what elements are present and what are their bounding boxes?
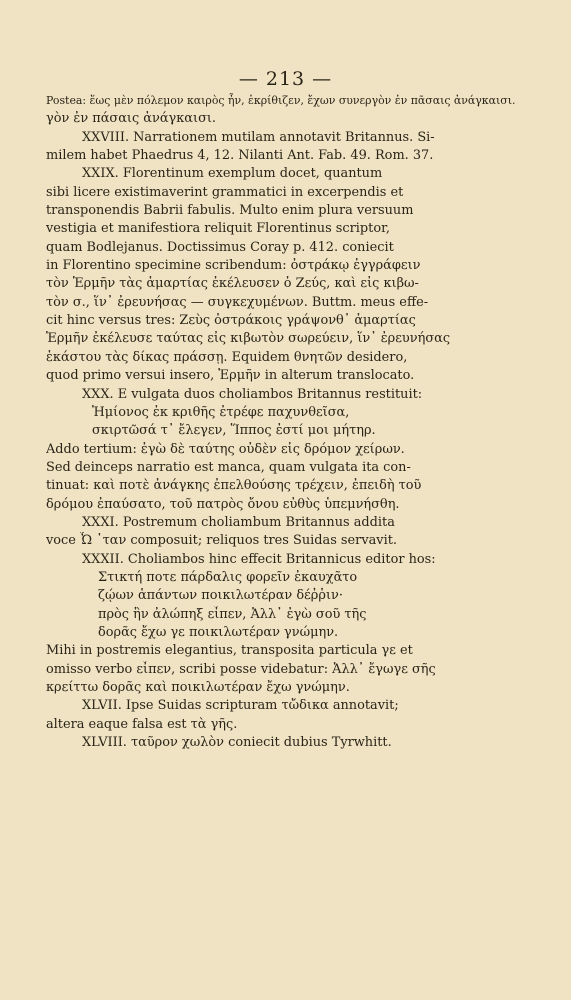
text-line: XXX. E vulgata duos choliambos Britannus restituit: <box>82 386 423 402</box>
text-line: Ἑρμῆν ἐκέλευσε ταύτας εἰς κιβωτὸν σωρεύειν, ἵν᾽ ἐρευνήσας <box>46 331 451 347</box>
text-line: XXIX. Florentinum exemplum docet, quantum <box>82 166 383 182</box>
text-line: Στικτή ποτε πάρδαλις φορεῖν ἐκαυχᾶτο <box>98 569 358 585</box>
text-line: δορᾶς ἔχω γε ποικιλωτέραν γνώμην. <box>98 624 339 640</box>
text-line: XXXI. Postremum choliambum Britannus addita <box>82 514 395 530</box>
text-line: sibi licere existimaverint grammatici in excerpendis et <box>46 184 404 200</box>
text-line: altera eaque falsa est τὰ γῆς. <box>46 716 238 732</box>
text-line: in Florentino specimine scribendum: ὀστράκῳ ἐγγράφειν <box>46 258 421 274</box>
text-line: Sed deinceps narratio est manca, quam vulgata ita con- <box>46 459 411 475</box>
text-line: XXVIII. Narrationem mutilam annotavit Britannus. Si- <box>82 129 435 145</box>
text-line: Ἡμίονος ἐκ κριθῆς ἐτρέφε παχυνθεῖσα, <box>92 404 350 420</box>
text-line: σκιρτῶσά τ᾽ ἔλεγεν, Ἵππος ἐστί μοι μήτηρ. <box>92 423 376 439</box>
text-line: quod primo versui insero, Ἑρμῆν in alterum translocato. <box>46 368 415 384</box>
text-line: omisso verbo εἶπεν, scribi posse videbatur: Ἀλλ᾽ ἔγωγε σῆς <box>46 661 436 677</box>
text-line: XXXII. Choliambos hinc effecit Britannicus editor hos: <box>82 551 436 567</box>
text-line: Postea: ἕως μὲν πόλεμον καιρὸς ἦν, ἐκρίθιζεν, ἔχων συνεργὸν ἐν πᾶσαις ἀνάγκαισι. <box>46 94 516 107</box>
text-line: milem habet Phaedrus 4, 12. Nilanti Ant. Fab. 49. Rom. 37. <box>46 148 434 164</box>
text-line: transponendis Babrii fabulis. Multo enim plura versuum <box>46 203 414 219</box>
text-line: quam Bodlejanus. Doctissimus Coray p. 412. coniecit <box>46 239 394 255</box>
text-line: ζῴων ἁπάντων ποικιλωτέραν δέῤῥιν· <box>98 588 343 604</box>
page-number: — 213 — <box>238 68 333 90</box>
text-line: κρείττω δορᾶς καὶ ποικιλωτέραν ἔχω γνώμην. <box>46 680 350 695</box>
text-line: XLVIII. ταῦρον χωλὸν coniecit dubius Tyrwhitt. <box>82 735 392 751</box>
text-line: XLVII. Ipse Suidas scripturam τὤδικα annotavit; <box>82 698 399 714</box>
text-line: vestigia et manifestiora reliquit Florentinus scriptor, <box>46 221 390 237</box>
text-line: γὸν ἐν πάσαις ἀνάγκαισι. <box>46 111 217 127</box>
text-line: τὸν σ., ἵν᾽ ἐρευνήσας — συγκεχυμένων. Buttm. meus effe- <box>46 294 429 310</box>
text-line: tinuat: καὶ ποτὲ ἀνάγκης ἐπελθούσης τρέχειν, ἐπειδὴ τοῦ <box>46 478 422 494</box>
text-line: τὸν Ἑρμῆν τὰς ἁμαρτίας ἐκέλευσεν ὁ Ζεύς, καὶ εἰς κιβω- <box>46 276 419 292</box>
text-line: cit hinc versus tres: Ζεὺς ὀστράκοις γράψονθ᾽ ἁμαρτίας <box>46 313 416 329</box>
text-line: ἑκάστου τὰς δίκας πράσσῃ. Equidem θνητῶν desidero, <box>46 349 408 365</box>
text-line: voce Ὦ ᾽ταν composuit; reliquos tres Suidas servavit. <box>46 533 397 549</box>
text-line: δρόμου ἐπαύσατο, τοῦ πατρὸς ὄνου εὐθὺς ὑπεμνήσθη. <box>46 496 400 512</box>
text-line: πρὸς ἣν ἀλώπηξ εἶπεν, Ἀλλ᾽ ἐγὼ σοῦ τῆς <box>98 606 367 622</box>
text-line: Mihi in postremis elegantius, transposita particula γε et <box>46 643 413 659</box>
text-line: Addo tertium: ἐγὼ δὲ ταύτης οὐδὲν εἰς δρόμον χείρων. <box>46 441 405 457</box>
body-text <box>46 92 516 752</box>
